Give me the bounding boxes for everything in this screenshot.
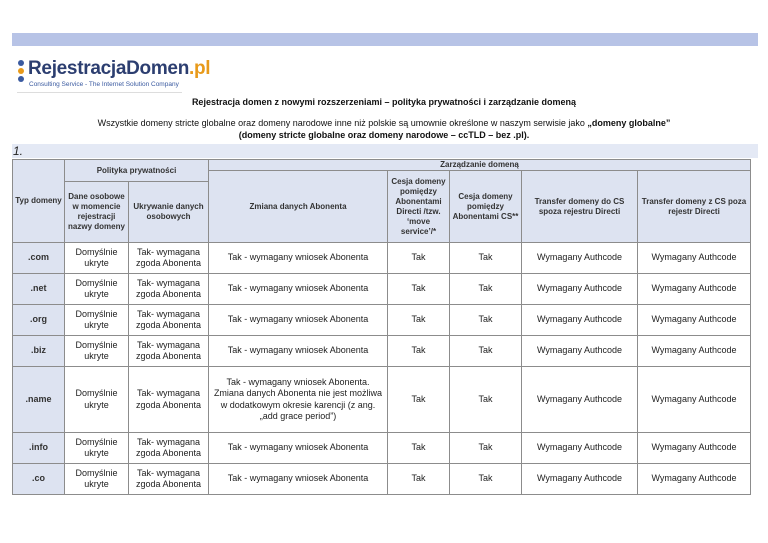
cesja-cs-cell: Tak	[450, 274, 522, 305]
header-typ-domeny: Typ domeny	[13, 160, 65, 243]
domain-cell: .name	[13, 367, 65, 433]
transfer-do-cell: Wymagany Authcode	[522, 367, 638, 433]
cesja-cs-cell: Tak	[450, 464, 522, 495]
logo-dots-icon	[17, 60, 26, 86]
transfer-z-cell: Wymagany Authcode	[638, 336, 751, 367]
transfer-do-cell: Wymagany Authcode	[522, 336, 638, 367]
cesja-directi-cell: Tak	[388, 464, 450, 495]
ukrywanie-cell: Tak- wymagana zgoda Abonenta	[129, 433, 209, 464]
domain-cell: .org	[13, 305, 65, 336]
transfer-z-cell: Wymagany Authcode	[638, 367, 751, 433]
ukrywanie-cell: Tak- wymagana zgoda Abonenta	[129, 243, 209, 274]
transfer-z-cell: Wymagany Authcode	[638, 305, 751, 336]
transfer-do-cell: Wymagany Authcode	[522, 464, 638, 495]
header-cesja-directi: Cesja domeny pomiędzy Abonentami Directi /tzw. ‘move service’/*	[388, 171, 450, 243]
table-row	[13, 464, 751, 495]
ukrywanie-cell: Tak- wymagana zgoda Abonenta	[129, 464, 209, 495]
ukrywanie-cell: Tak- wymagana zgoda Abonenta	[129, 274, 209, 305]
domain-cell: .info	[13, 433, 65, 464]
transfer-do-cell: Wymagany Authcode	[522, 274, 638, 305]
cesja-directi-cell: Tak	[388, 243, 450, 274]
logo-divider	[17, 92, 182, 93]
cesja-cs-cell: Tak	[450, 367, 522, 433]
dane-cell: Domyślnie ukryte	[65, 367, 129, 433]
zmiana-cell: Tak - wymagany wniosek Abonenta	[209, 305, 388, 336]
cesja-directi-cell: Tak	[388, 433, 450, 464]
header-cesja-cs: Cesja domeny pomiędzy Abonentami CS**	[450, 171, 522, 243]
zmiana-cell: Tak - wymagany wniosek Abonenta	[209, 243, 388, 274]
zmiana-cell: Tak - wymagany wniosek Abonenta	[209, 433, 388, 464]
zmiana-cell: Tak - wymagany wniosek Abonenta	[209, 464, 388, 495]
table-row	[13, 274, 751, 305]
intro-line-2: (domeny stricte globalne oraz domeny narodowe – ccTLD – bez .pl).	[238, 130, 530, 140]
cesja-cs-cell: Tak	[450, 305, 522, 336]
dane-cell: Domyślnie ukryte	[65, 274, 129, 305]
table-row	[13, 305, 751, 336]
table-row	[13, 367, 751, 433]
domain-policy-table	[12, 159, 751, 495]
table-row	[13, 336, 751, 367]
transfer-z-cell: Wymagany Authcode	[638, 464, 751, 495]
cesja-cs-cell: Tak	[450, 433, 522, 464]
ukrywanie-cell: Tak- wymagana zgoda Abonenta	[129, 336, 209, 367]
section-number: 1.	[13, 144, 24, 158]
logo-wordmark: RejestracjaDomen.pl	[28, 58, 211, 79]
table-row	[13, 243, 751, 274]
dane-cell: Domyślnie ukryte	[65, 433, 129, 464]
transfer-z-cell: Wymagany Authcode	[638, 243, 751, 274]
header-transfer-do: Transfer domeny do CS spoza rejestru Directi	[522, 171, 638, 243]
cesja-directi-cell: Tak	[388, 367, 450, 433]
table-row	[13, 433, 751, 464]
cesja-cs-cell: Tak	[450, 336, 522, 367]
company-logo	[17, 58, 211, 94]
dane-cell: Domyślnie ukryte	[65, 305, 129, 336]
zmiana-cell: Tak - wymagany wniosek Abonenta. Zmiana danych Abonenta nie jest możliwa w dodatkowym okresie karencji (z ang. „add grace period”)	[209, 367, 388, 433]
transfer-z-cell: Wymagany Authcode	[638, 433, 751, 464]
transfer-do-cell: Wymagany Authcode	[522, 243, 638, 274]
header-ukrywanie: Ukrywanie danych osobowych	[129, 182, 209, 243]
cesja-directi-cell: Tak	[388, 336, 450, 367]
header-zarzadzanie: Zarządzanie domeną	[209, 160, 751, 171]
dane-cell: Domyślnie ukryte	[65, 336, 129, 367]
transfer-z-cell: Wymagany Authcode	[638, 274, 751, 305]
intro-line-1: Wszystkie domeny stricte globalne oraz domeny narodowe inne niż polskie są umownie określone w naszym serwisie jako „domeny globalne”	[97, 118, 671, 128]
header-transfer-z: Transfer domeny z CS poza rejestr Directi	[638, 171, 751, 243]
domain-cell: .net	[13, 274, 65, 305]
logo-tagline: Consulting Service - The Internet Solution Company	[29, 81, 179, 88]
zmiana-cell: Tak - wymagany wniosek Abonenta	[209, 274, 388, 305]
header-dane-osobowe: Dane osobowe w momencie rejestracji nazwy domeny	[65, 182, 129, 243]
document-title: Rejestracja domen z nowymi rozszerzeniami – polityka prywatności i zarządzanie domeną	[191, 97, 577, 107]
domain-cell: .biz	[13, 336, 65, 367]
zmiana-cell: Tak - wymagany wniosek Abonenta	[209, 336, 388, 367]
cesja-directi-cell: Tak	[388, 305, 450, 336]
cesja-directi-cell: Tak	[388, 274, 450, 305]
cesja-cs-cell: Tak	[450, 243, 522, 274]
ukrywanie-cell: Tak- wymagana zgoda Abonenta	[129, 305, 209, 336]
top-color-band	[12, 33, 758, 46]
domain-cell: .com	[13, 243, 65, 274]
header-polityka: Polityka prywatności	[65, 160, 209, 182]
transfer-do-cell: Wymagany Authcode	[522, 433, 638, 464]
ukrywanie-cell: Tak- wymagana zgoda Abonenta	[129, 367, 209, 433]
header-zmiana: Zmiana danych Abonenta	[209, 171, 388, 243]
section-band	[12, 144, 758, 158]
dane-cell: Domyślnie ukryte	[65, 464, 129, 495]
domain-cell: .co	[13, 464, 65, 495]
transfer-do-cell: Wymagany Authcode	[522, 305, 638, 336]
dane-cell: Domyślnie ukryte	[65, 243, 129, 274]
